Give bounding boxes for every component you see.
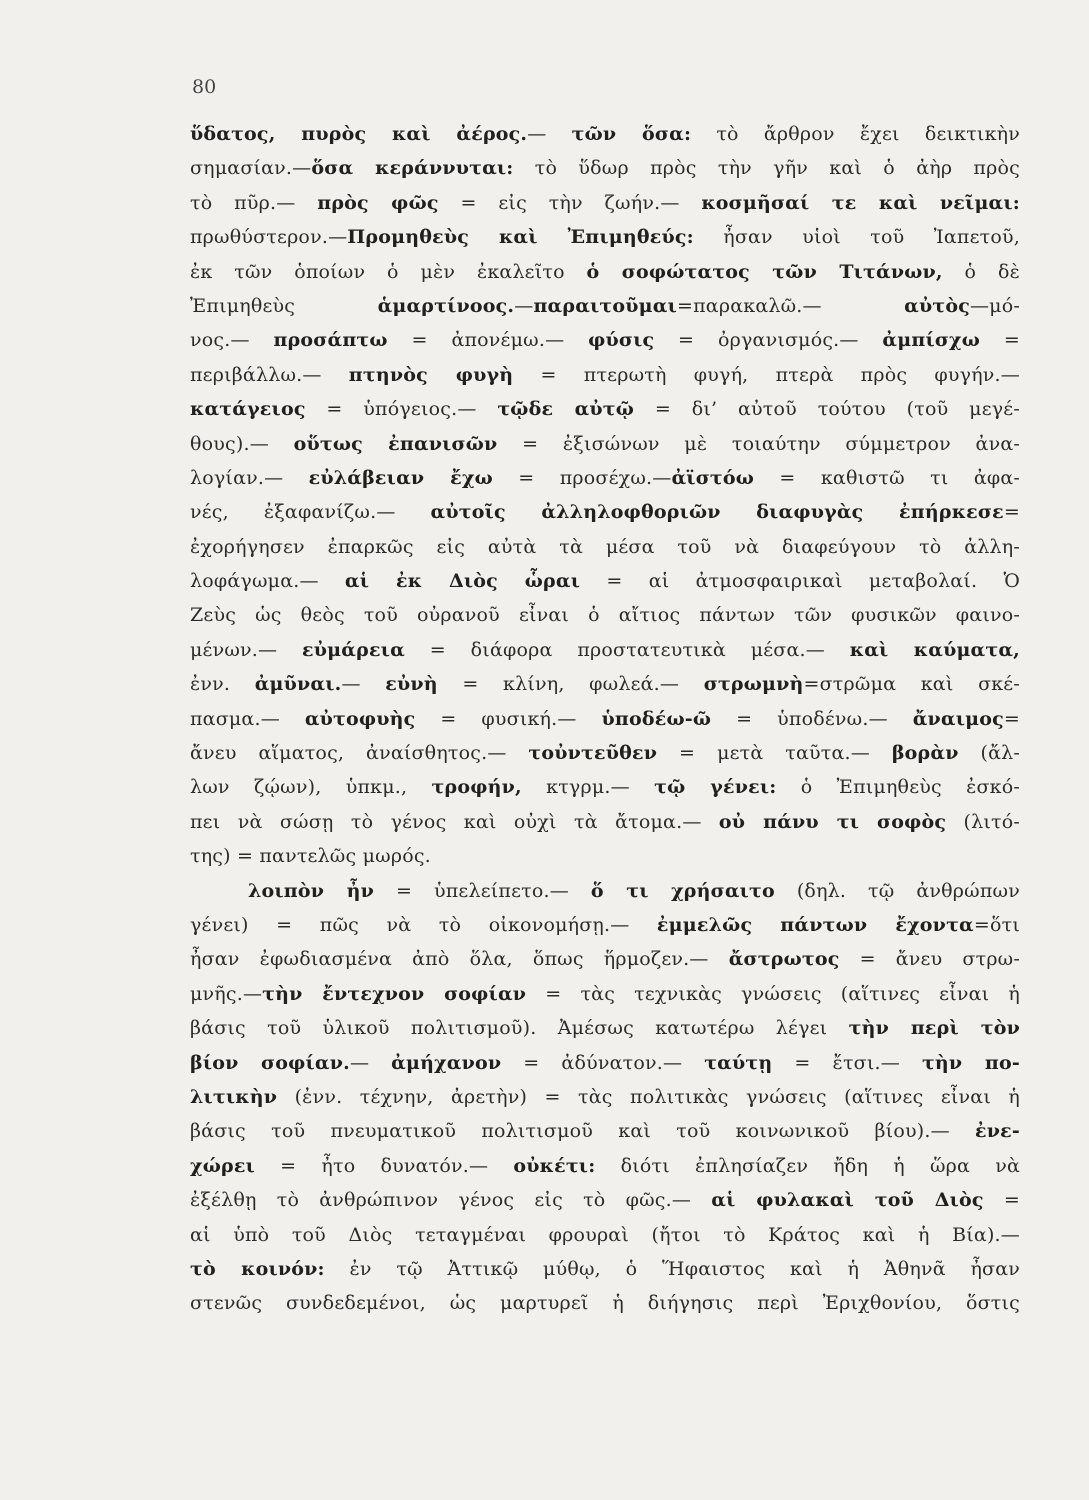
text-line: ἐξέλθῃ τὸ ἀνθρώπινον γένος εἰς τὸ φῶς.— αἱ φυλακαὶ τοῦ Διὸς = (190, 1189, 1020, 1212)
lemma-term: τοὐντεῦθεν (528, 742, 658, 765)
lemma-term: ἐνε- (975, 1120, 1020, 1143)
text-line: βίον σοφίαν.— ἀμήχανον = ἀδύνατον.— ταύτῃ = ἔτσι.— τὴν πο- (190, 1051, 1020, 1074)
lemma-term: ὅ τι χρήσαιτο (590, 879, 775, 902)
lemma-term: αὐτοφυὴς (304, 707, 416, 730)
text-line: γένει) = πῶς νὰ τὸ οἰκονομήσῃ.— ἐμμελῶς πάντων ἔχοντα=ὅτι (190, 913, 1020, 936)
lemma-term: εὐμάρεια (302, 638, 405, 661)
text-line: ἐνν. ἀμῦναι.— εὐνὴ = κλίνη, φωλεά.— στρωμνὴ=στρῶμα καὶ σκέ- (190, 673, 1020, 696)
text-line: τὸ πῦρ.— πρὸς φῶς = εἰς τὴν ζωήν.— κοσμῆσαί τε καὶ νεῖμαι: (190, 191, 1020, 214)
page-number: 80 (192, 76, 217, 98)
lemma-term: τῶν ὅσα: (571, 123, 692, 145)
text-line: μνῆς.—τὴν ἔντεχνον σοφίαν = τὰς τεχνικὰς γνώσεις (αἵτινες εἶναι ἡ (190, 982, 1020, 1005)
text-line: νές, ἐξαφανίζω.— αὐτοῖς ἀλληλοφθοριῶν διαφυγὰς ἐπήρκεσε= (190, 501, 1020, 524)
lemma-term: τὴν πο- (921, 1051, 1020, 1074)
text-line: αἱ ὑπὸ τοῦ Διὸς τεταγμέναι φρουραὶ (ἤτοι τὸ Κράτος καὶ ἡ Βία).— (190, 1223, 1020, 1246)
text-line: σημασίαν.—ὅσα κεράννυται: τὸ ὕδωρ πρὸς τὴν γῆν καὶ ὁ ἀὴρ πρὸς (190, 157, 1020, 180)
lemma-term: προσάπτω (273, 329, 388, 352)
lemma-term: ὕδατος, πυρὸς καὶ ἀέρος. (190, 123, 528, 145)
lemma-term: φύσις (588, 329, 655, 352)
text-line: περιβάλλω.— πτηνὸς φυγὴ = πτερωτὴ φυγή, πτερὰ πρὸς φυγήν.— (190, 363, 1020, 386)
text-line: κατάγειος = ὑπόγειος.— τῷδε αὐτῷ = δι’ αὐτοῦ τούτου (τοῦ μεγέ- (190, 398, 1020, 421)
lemma-term: αἱ φυλακαὶ τοῦ Διὸς (711, 1189, 984, 1212)
text-line: στενῶς συνδεδεμένοι, ὡς μαρτυρεῖ ἡ διήγησις περὶ Ἐριχθονίου, ὅστις (190, 1292, 1020, 1315)
lemma-term: τροφήν, (431, 776, 522, 799)
lemma-term: ἄστρωτος (728, 948, 840, 971)
text-line: χώρει = ἦτο δυνατόν.— οὐκέτι: διότι ἐπλησίαζεν ἤδη ἡ ὥρα νὰ (190, 1154, 1020, 1177)
lemma-term: ἐμμελῶς πάντων ἔχοντα (656, 913, 974, 936)
lemma-term: Προμηθεὺς καὶ Ἐπιμηθεύς: (347, 226, 694, 249)
lemma-term: ἄναιμος (912, 707, 1004, 730)
text-line: λων ζῴων), ὑπκμ., τροφήν, κτγρμ.— τῷ γένει: ὁ Ἐπιμηθεὺς ἐσκό- (190, 776, 1020, 799)
lemma-term: παραιτοῦμαι (533, 294, 677, 317)
lemma-term: αὐτὸς (904, 294, 970, 317)
lemma-term: πρὸς φῶς (317, 191, 439, 214)
lemma-term: ὑποδέω-ῶ (601, 707, 712, 730)
text-line: λιτικὴν (ἐνν. τέχνην, ἀρετὴν) = τὰς πολιτικὰς γνώσεις (αἵτινες εἶναι ἡ (190, 1085, 1020, 1108)
lemma-term: τὴν περὶ τὸν (848, 1017, 1020, 1040)
lemma-term: ὅσα κεράννυται: (311, 157, 514, 180)
lemma-term: εὐλάβειαν ἔχω (308, 466, 493, 489)
text-line: Ἐπιμηθεὺς ἁμαρτίνοος.—παραιτοῦμαι=παρακαλῶ.— αὐτὸς—μό- (190, 294, 1020, 317)
lemma-term: ἀμῦναι. (254, 673, 342, 696)
lemma-term: ἀμπίσχω (882, 329, 981, 352)
lemma-term: χώρει (190, 1154, 255, 1177)
text-line: βάσις τοῦ ὑλικοῦ πολιτισμοῦ). Ἀμέσως κατωτέρω λέγει τὴν περὶ τὸν (190, 1017, 1020, 1040)
lemma-term: λοιπὸν ἦν (248, 879, 375, 902)
lemma-term: ἀμήχανον (391, 1051, 502, 1074)
text-line: πρωθύστερον.—Προμηθεὺς καὶ Ἐπιμηθεύς: ἦσαν υἱοὶ τοῦ Ἰαπετοῦ, (190, 226, 1020, 249)
text-line: ἐχορήγησεν ἐπαρκῶς εἰς αὐτὰ τὰ μέσα τοῦ νὰ διαφεύγουν τὸ ἀλλη- (190, 535, 1020, 558)
lemma-term: ἀϊστόω (671, 466, 755, 489)
commentary-text (190, 117, 1020, 1321)
text-line: λογίαν.— εὐλάβειαν ἔχω = προσέχω.—ἀϊστόω = καθιστῶ τι ἀφα- (190, 466, 1020, 489)
text-line: νος.— προσάπτω = ἀπονέμω.— φύσις = ὀργανισμός.— ἀμπίσχω = (190, 329, 1020, 352)
lemma-term: οὕτως ἐπανισῶν (293, 432, 498, 455)
lemma-term: τὴν ἔντεχνον σοφίαν (262, 982, 527, 1005)
text-line: Ζεὺς ὡς θεὸς τοῦ οὐρανοῦ εἶναι ὁ αἴτιος πάντων τῶν φυσικῶν φαινο- (190, 604, 1020, 627)
lemma-term: εὐνὴ (385, 673, 438, 696)
lemma-term: αἱ ἐκ Διὸς ὧραι (344, 570, 581, 593)
text-line: μένων.— εὐμάρεια = διάφορα προστατευτικὰ μέσα.— καὶ καύματα, (190, 638, 1020, 661)
text-line: βάσις τοῦ πνευματικοῦ πολιτισμοῦ καὶ τοῦ κοινωνικοῦ βίου).— ἐνε- (190, 1120, 1020, 1143)
text-line: ἄνευ αἵματος, ἀναίσθητος.— τοὐντεῦθεν = μετὰ ταῦτα.— βορὰν (ἄλ- (190, 742, 1020, 765)
lemma-term: οὐ πάνυ τι σοφὸς (718, 810, 947, 833)
lemma-term: πτηνὸς φυγὴ (348, 363, 514, 386)
text-line: τὸ κοινόν: ἐν τῷ Ἀττικῷ μύθῳ, ὁ Ἥφαιστος καὶ ἡ Ἀθηνᾶ ἦσαν (190, 1257, 1020, 1280)
lemma-term: καὶ καύματα, (849, 638, 1020, 661)
text-line: πει νὰ σώσῃ τὸ γένος καὶ οὐχὶ τὰ ἄτομα.— οὐ πάνυ τι σοφὸς (λιτό- (190, 810, 1020, 833)
text-line: λοιπὸν ἦν = ὑπελείπετο.— ὅ τι χρήσαιτο (δηλ. τῷ ἀνθρώπων (248, 879, 1020, 902)
text-line: ἦσαν ἐφωδιασμένα ἀπὸ ὅλα, ὅπως ἥρμοζεν.— ἄστρωτος = ἄνευ στρω- (190, 948, 1020, 971)
lemma-term: ἁμαρτίνοος. (377, 294, 515, 317)
lemma-term: ὁ σοφώτατος τῶν Τιτάνων, (586, 260, 943, 283)
lemma-term: τὸ κοινόν: (190, 1257, 325, 1280)
text-line: λοφάγωμα.— αἱ ἐκ Διὸς ὧραι = αἱ ἀτμοσφαιρικαὶ μεταβολαί. Ὁ (190, 570, 1020, 593)
lemma-term: ταύτῃ (704, 1051, 773, 1074)
lemma-term: κατάγειος (190, 398, 306, 421)
text-line: ὕδατος, πυρὸς καὶ ἀέρος.— τῶν ὅσα: τὸ ἄρθρον ἔχει δεικτικὴν (190, 123, 1020, 145)
lemma-term: αὐτοῖς ἀλληλοφθοριῶν διαφυγὰς ἐπήρκεσε (430, 501, 1004, 524)
text-line: θους).— οὕτως ἐπανισῶν = ἐξισώνων μὲ τοιαύτην σύμμετρον ἀνα- (190, 432, 1020, 455)
lemma-term: τῷδε αὐτῷ (497, 398, 635, 421)
lemma-term: κοσμῆσαί τε καὶ νεῖμαι: (701, 191, 1020, 214)
text-line: πασμα.— αὐτοφυὴς = φυσική.— ὑποδέω-ῶ = ὑποδένω.— ἄναιμος= (190, 707, 1020, 730)
lemma-term: τῷ γένει: (654, 776, 777, 799)
lemma-term: βορὰν (891, 742, 959, 765)
text-line: της) = παντελῶς μωρός. (190, 845, 431, 868)
lemma-term: στρωμνὴ (703, 673, 804, 696)
lemma-term: λιτικὴν (190, 1085, 278, 1108)
text-line: ἐκ τῶν ὁποίων ὁ μὲν ἐκαλεῖτο ὁ σοφώτατος τῶν Τιτάνων, ὁ δὲ (190, 260, 1020, 283)
lemma-term: οὐκέτι: (513, 1154, 596, 1177)
lemma-term: βίον σοφίαν. (190, 1051, 350, 1074)
